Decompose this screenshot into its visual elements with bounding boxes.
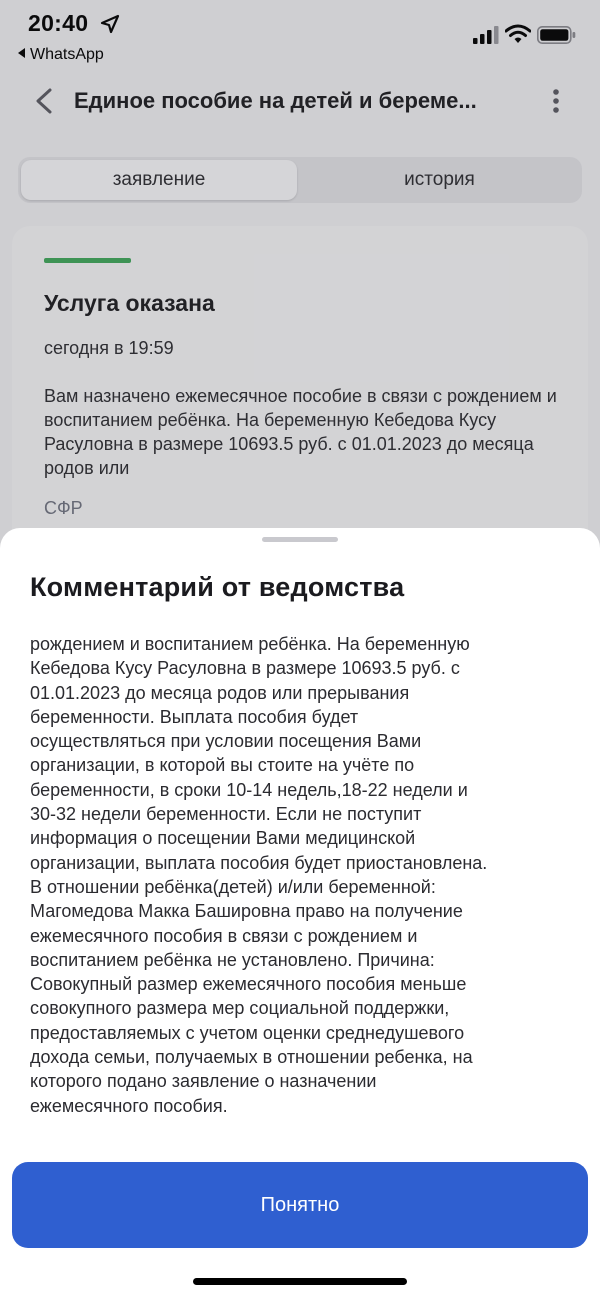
comment-line: информация о посещении Вами медицинской: [30, 828, 416, 849]
comment-line: осуществляться при условии посещения Вами: [30, 731, 422, 752]
back-app-label: WhatsApp: [30, 46, 104, 63]
comment-line: которого подано заявление о назначении: [30, 1071, 377, 1092]
comment-line: организации, в которой вы стоите на учёте по: [30, 755, 415, 776]
comment-line: рождением и воспитанием ребёнка. На беременную: [30, 634, 470, 654]
status-time-label: сегодня в 19:59: [44, 338, 174, 358]
sheet-grabber[interactable]: [262, 537, 338, 542]
comment-line: ежемесячного пособия.: [30, 1095, 228, 1116]
page-title: Единое пособие на детей и береме...: [74, 88, 477, 113]
comment-line: В отношении ребёнка(детей) и/или беременной:: [30, 876, 436, 897]
status-time: 20:40: [28, 10, 89, 36]
comment-line: беременности. Выплата пособия будет: [30, 706, 359, 727]
comment-line: совокупного размера мер социальной поддержки,: [30, 998, 450, 1019]
comment-line: предоставляемых с учетом оценки среднедушевого: [30, 1022, 465, 1043]
comment-bottom-sheet: [0, 528, 600, 1297]
status-text: Вам назначено ежемесячное пособие в связи с рождением и воспитанием ребёнка. На беременную Кебедова Кусу Расуловна в размере 10693.5 руб. с 01.01.2023 до месяца родов или: [44, 386, 557, 478]
comment-line: 30-32 недели беременности. Если не поступит: [30, 804, 422, 825]
comment-line: ежемесячного пособия в связи с рождением и: [30, 925, 418, 946]
comment-line: воспитанием ребёнка не установлено. Причина:: [30, 949, 435, 970]
background-screen: [0, 0, 600, 560]
ok-button[interactable]: Понятно: [12, 1162, 588, 1248]
status-org: СФР: [44, 498, 83, 518]
comment-text: [30, 632, 575, 1118]
tab-history[interactable]: история: [404, 169, 475, 190]
tab-application[interactable]: заявление: [21, 160, 297, 200]
comment-line: Кебедова Кусу Расуловна в размере 10693.5 руб. с: [30, 658, 460, 679]
status-title: Услуга оказана: [44, 290, 215, 316]
comment-line: 01.01.2023 до месяца родов или прерывания: [30, 682, 410, 703]
comment-line: организации, выплата пособия будет приостановлена.: [30, 852, 488, 873]
comment-line: Магомедова Макка Башировна право на получение: [30, 901, 463, 922]
comment-line: Совокупный размер ежемесячного пособия меньше: [30, 974, 467, 995]
sheet-title: Комментарий от ведомства: [30, 572, 405, 602]
comment-line: беременности, в сроки 10-14 недель,18-22 недели и: [30, 779, 468, 800]
dim-overlay[interactable]: [0, 0, 600, 560]
comment-line: дохода семьи, получаемых в отношении ребенка, на: [30, 1047, 473, 1068]
home-indicator[interactable]: [193, 1278, 407, 1285]
